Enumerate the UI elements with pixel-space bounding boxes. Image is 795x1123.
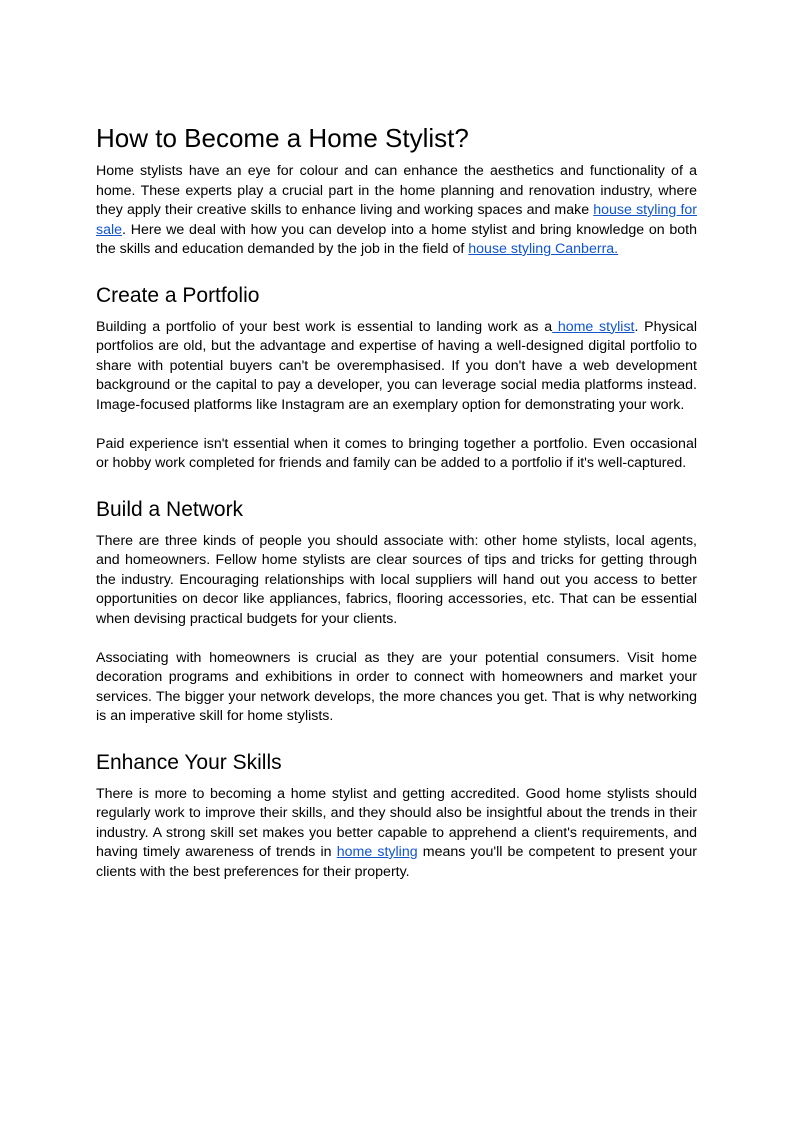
house-styling-for-sale-link[interactable]: house styling for sale bbox=[96, 202, 698, 238]
portfolio-paragraph-2: Paid experience isn't essential when it comes to bringing together a portfolio. Even occasional or hobby work completed for friends and family can be added to a portfolio if it's well-captured. bbox=[96, 435, 697, 471]
network-paragraph-1: There are three kinds of people you should associate with: other home stylists, local agents, and homeowners. Fellow home stylists are clear sources of tips and tricks for getting through the industry. Encouraging relationships with local suppliers will hand out you access to better opportunities on decor like appliances, fabrics, flooring accessories, etc. That can be essential when devising practical budgets for your clients. bbox=[96, 532, 697, 627]
network-paragraph-2: Associating with homeowners is crucial as they are your potential consumers. Visit home decoration programs and exhibitions in order to connect with homeowners and market your services. The bigger your network develops, the more chances you get. That is why networking is an imperative skill for home stylists. bbox=[96, 649, 697, 724]
intro-text-1: Home stylists have an eye for colour and can enhance the aesthetics and functionality of a home. These experts play a crucial part in the home planning and renovation industry, where they apply their creative skills to enhance living and working spaces and make bbox=[96, 163, 697, 218]
house-styling-canberra-link[interactable]: house styling Canberra. bbox=[468, 241, 619, 257]
document-page bbox=[96, 118, 697, 882]
skills-text-2: means you'll be competent to present your clients with the best preferences for their property. bbox=[96, 844, 697, 880]
home-stylist-link[interactable]: home stylist bbox=[552, 318, 635, 335]
skills-heading: Enhance Your Skills bbox=[96, 750, 282, 774]
network-heading: Build a Network bbox=[96, 497, 244, 521]
portfolio-text-1: Building a portfolio of your best work is essential to landing work as a bbox=[96, 318, 553, 335]
page-title: How to Become a Home Stylist? bbox=[96, 123, 469, 153]
portfolio-heading: Create a Portfolio bbox=[96, 283, 260, 307]
portfolio-paragraph-1 bbox=[96, 318, 697, 416]
skills-paragraph-1 bbox=[96, 785, 697, 883]
portfolio-text-2: . Physical portfolios are old, but the advantage and expertise of having a well-designed digital portfolio to share with potential buyers can't be overemphasised. If you don't have a web development background or the capital to pay a developer, you can leverage social media platforms instead. Image-focused platforms like Instagram are an exemplary option for demonstrating your work. bbox=[96, 318, 697, 413]
intro-text-2: . Here we deal with how you can develop into a home stylist and bring knowledge on both the skills and education demanded by the job in the field of bbox=[96, 221, 697, 257]
skills-text-1: There is more to becoming a home stylist and getting accredited. Good home stylists should regularly work to improve their skills, and they should also be insightful about the trends in their industry. A strong skill set makes you better capable to apprehend a client's requirements, and having timely awareness of trends in bbox=[96, 785, 697, 860]
home-styling-link[interactable]: home styling bbox=[336, 844, 418, 860]
intro-paragraph bbox=[96, 162, 697, 260]
